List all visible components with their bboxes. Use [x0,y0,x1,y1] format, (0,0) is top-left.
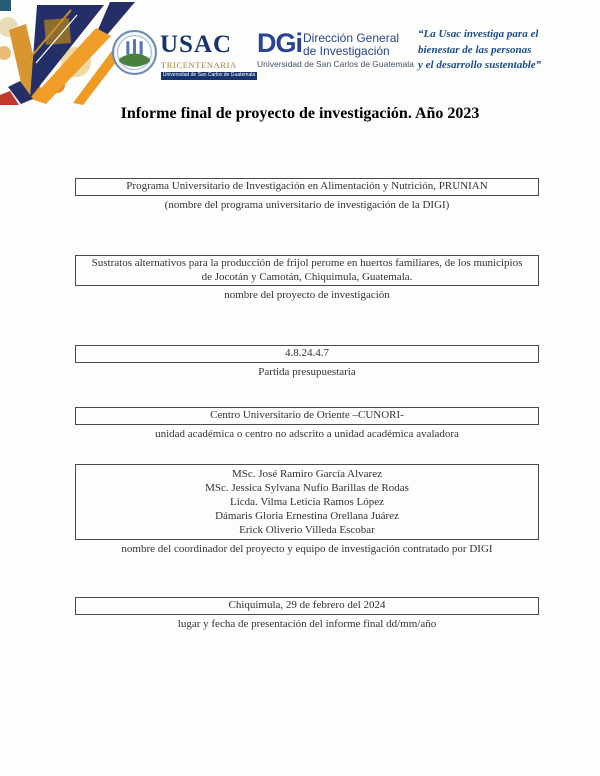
usac-seal-icon [112,30,157,75]
field-box-project: Sustratos alternativos para la producción de frijol perome en huertos familiares, de los municipios de Jocotán y Camotán, Chiquimula, Guatemala. [75,255,539,286]
field-group-budget-code [75,345,539,378]
slogan-line: y el desarrollo sustentable” [418,59,542,71]
team-member-line: Dámaris Gloria Ernestina Orellana Juárez [215,510,399,522]
dgi-name-line2: de Investigación [303,43,390,58]
dgi-name [303,32,399,57]
slogan-text [418,27,590,74]
field-box-date-place: Chiquimula, 29 de febrero del 2024 [75,597,539,615]
field-caption-program: (nombre del programa universitario de investigación de la DIGI) [164,198,450,211]
field-group-project [75,255,539,301]
team-member-line: MSc. Jessica Sylvana Nufio Barillas de Rodas [205,482,409,494]
field-box-team [75,464,539,540]
slogan-line: “La Usac investiga para el [418,28,539,40]
field-group-team [75,464,539,555]
field-caption-project: nombre del proyecto de investigación [224,289,390,301]
usac-tagline-bar: Universidad de San Carlos de Guatemala [162,72,256,78]
dgi-logo-mark: DGi [257,28,303,58]
slogan-line: bienestar de las personas [418,43,532,56]
field-box-academic-unit: Centro Universitario de Oriente –CUNORI- [75,407,539,425]
field-group-date-place [75,597,539,630]
page-title: Informe final de proyecto de investigación. Año 2023 [120,105,480,122]
dgi-name-line1: Dirección General [303,31,400,45]
field-caption-budget-code: Partida presupuestaria [258,365,356,378]
field-group-academic-unit [75,407,539,440]
field-caption-date-place: lugar y fecha de presentación del informe final dd/mm/año [177,617,437,630]
usac-wordmark: USAC [160,31,233,58]
field-box-budget-code: 4.8.24.4.7 [75,345,539,363]
dgi-tagline: Universidad de San Carlos de Guatemala [257,59,414,69]
field-caption-academic-unit: unidad académica o centro no adscrito a unidad académica avaladora [155,427,459,440]
field-group-program [75,178,539,211]
team-member-line: MSc. José Ramiro García Alvarez [232,468,382,480]
team-member-line: Licda. Vilma Leticia Ramos López [230,496,384,508]
field-box-program: Programa Universitario de Investigación en Alimentación y Nutrición, PRUNIAN [75,178,539,196]
usac-subtitle: TRICENTENARIA [161,60,237,70]
team-member-line: Erick Oliverio Villeda Escobar [239,524,375,536]
field-caption-team: nombre del coordinador del proyecto y equipo de investigación contratado por DIGI [121,543,493,555]
